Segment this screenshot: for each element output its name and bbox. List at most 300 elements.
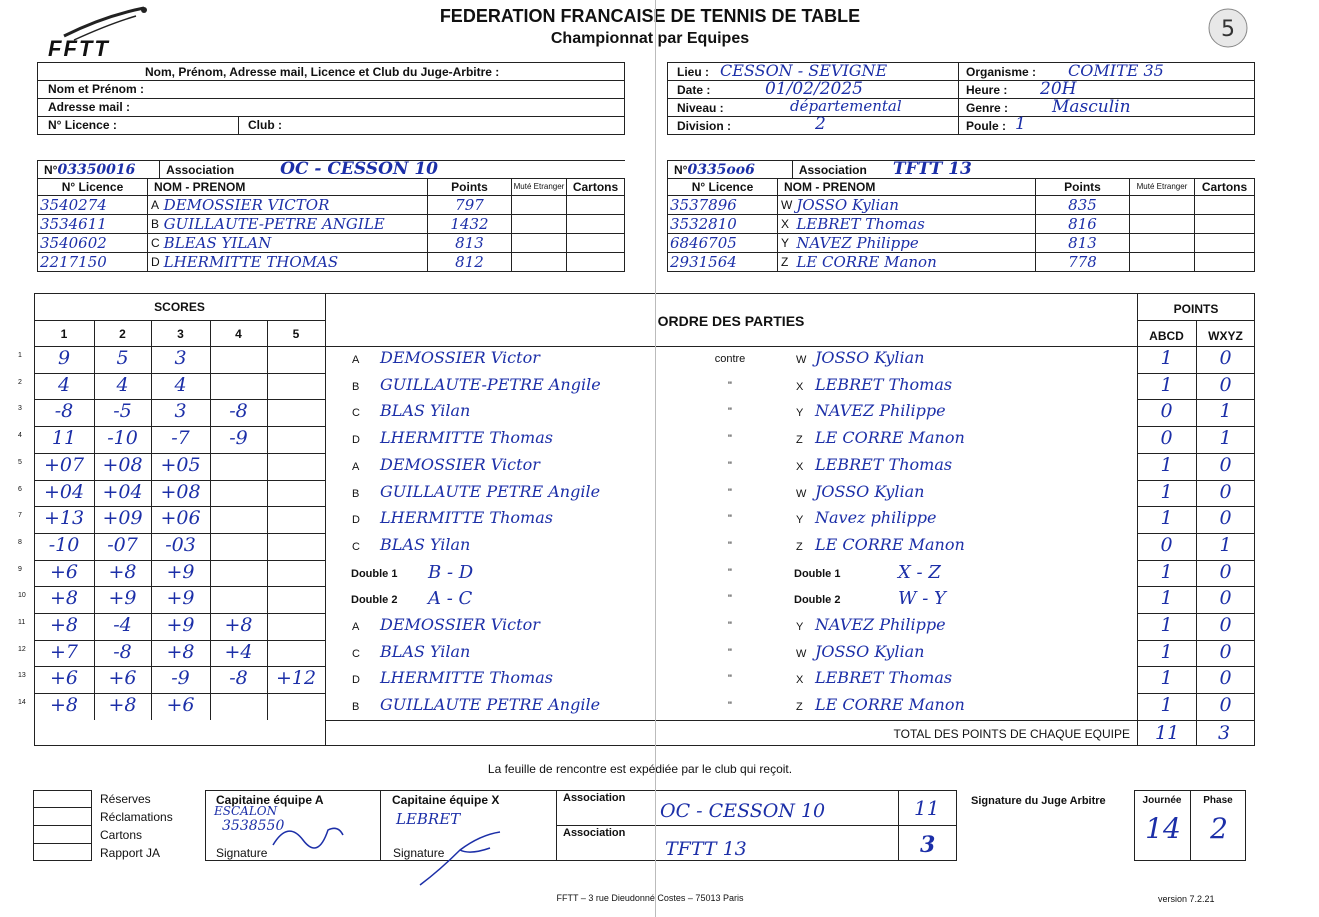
- set-score: +8: [224, 614, 253, 636]
- player-letter: Z: [778, 253, 793, 272]
- poule-value: 1: [1015, 114, 1026, 134]
- set-score: +13: [43, 507, 85, 530]
- match-row: [0, 506, 1319, 533]
- set-score: 11: [51, 427, 77, 450]
- set-score: 3: [174, 347, 187, 369]
- player-mute-cell: [1130, 215, 1195, 234]
- player-a-letter: A: [352, 460, 360, 473]
- niveau-label: Niveau :: [677, 101, 724, 115]
- division-value: 2: [815, 114, 826, 134]
- team-a-num: 03350016: [57, 161, 136, 178]
- player-row: [668, 253, 1255, 272]
- match-number: 10: [18, 592, 26, 600]
- player-name: JOSSO Kylian: [792, 196, 1035, 215]
- set-score: -10: [107, 427, 138, 450]
- phase-value: 2: [1210, 812, 1228, 845]
- player-name: GUILLAUTE-PETRE ANGILE: [160, 215, 428, 234]
- player-a-name: BLAS Yilan: [380, 401, 471, 421]
- team-a-header-cartons: Cartons: [567, 179, 625, 196]
- player-a-letter: A: [352, 621, 360, 633]
- match-number: 6: [18, 485, 22, 493]
- set-score: 4: [174, 373, 187, 396]
- set-score: +9: [108, 587, 137, 610]
- player-cartons-cell: [567, 196, 625, 215]
- player-x-letter: Double 1: [794, 567, 841, 580]
- player-mute-cell: [512, 253, 567, 272]
- division-label: Division :: [677, 119, 732, 133]
- player-x-name: JOSSO Kylian: [815, 348, 925, 367]
- set-score: +04: [102, 480, 143, 503]
- set-score: 3: [174, 400, 187, 423]
- points-wxyz: 0: [1219, 614, 1232, 636]
- player-x-name: X - Z: [898, 561, 941, 583]
- team-a-assoc: OC - CESSON 10: [280, 159, 438, 179]
- player-x-name: LEBRET Thomas: [815, 374, 953, 394]
- player-a-name: DEMOSSIER Victor: [380, 615, 540, 634]
- set-score: 4: [116, 373, 129, 396]
- player-points: 812: [428, 253, 512, 272]
- player-x-letter: Y: [796, 621, 804, 633]
- wxyz-label: WXYZ: [1208, 329, 1243, 343]
- total-label: TOTAL DES POINTS DE CHAQUE EQUIPE: [893, 727, 1130, 741]
- versus-text: ": [728, 646, 732, 659]
- versus-text: ": [728, 459, 732, 472]
- assoc-x-value: TFTT 13: [665, 838, 747, 860]
- points-wxyz: 1: [1219, 400, 1232, 423]
- judge-heading: Nom, Prénom, Adresse mail, Licence et Club du Juge-Arbitre :: [145, 65, 500, 79]
- player-a-name: A - C: [428, 588, 473, 610]
- player-x-name: LE CORRE Manon: [815, 428, 965, 448]
- team-x-assoc: TFTT 13: [892, 159, 972, 179]
- versus-text: ": [728, 406, 732, 419]
- set-header: 2: [119, 327, 126, 341]
- player-row: [38, 215, 625, 234]
- player-name: LEBRET Thomas: [792, 215, 1035, 234]
- organisme-label: Organisme :: [966, 65, 1037, 79]
- player-a-letter: B: [352, 380, 360, 393]
- match-number: 4: [18, 432, 22, 440]
- versus-text: ": [728, 433, 732, 446]
- match-row: [0, 373, 1319, 400]
- match-number: 7: [18, 512, 22, 520]
- team-a-header-points: Points: [428, 179, 512, 196]
- total-wxyz: 3: [1218, 722, 1231, 744]
- match-number: 5: [18, 458, 22, 466]
- svg-text:5: 5: [1221, 17, 1235, 42]
- judge-club-label: Club :: [248, 118, 282, 132]
- team-x-header-name: NOM - PRENOM: [778, 179, 1036, 196]
- player-row: [668, 215, 1255, 234]
- team-x-header-licence: N° Licence: [668, 179, 778, 196]
- player-points: 835: [1036, 196, 1130, 215]
- set-score: 9: [57, 347, 71, 369]
- player-mute-cell: [1130, 196, 1195, 215]
- set-score: -10: [48, 533, 80, 556]
- versus-text: ": [728, 566, 732, 579]
- player-letter: A: [148, 196, 160, 215]
- player-a-name: LHERMITTE Thomas: [380, 668, 553, 688]
- team-x-header-cartons: Cartons: [1195, 179, 1255, 196]
- points-wxyz: 0: [1219, 373, 1232, 396]
- assoc-x-label: Association: [563, 827, 626, 839]
- player-mute-cell: [512, 215, 567, 234]
- match-row: [0, 426, 1319, 453]
- match-row: [0, 666, 1319, 693]
- points-abcd: 1: [1160, 373, 1173, 396]
- points-wxyz: 1: [1219, 427, 1232, 450]
- player-cartons-cell: [567, 253, 625, 272]
- player-x-name: NAVEZ Philippe: [815, 401, 946, 421]
- points-abcd: 0: [1160, 533, 1173, 556]
- player-row: [38, 234, 625, 253]
- player-x-name: JOSSO Kylian: [815, 641, 925, 661]
- poule-label: Poule :: [966, 119, 1007, 133]
- set-score: +4: [224, 640, 253, 663]
- expedition-note: La feuille de rencontre est expédiée par le club qui reçoit.: [487, 762, 793, 776]
- captain-x-label: Capitaine équipe X: [392, 793, 500, 807]
- set-score: -4: [113, 614, 132, 636]
- player-licence: 3534611: [38, 215, 148, 234]
- points-abcd: 1: [1160, 480, 1173, 503]
- match-number: 14: [18, 699, 26, 707]
- match-number: 11: [18, 619, 26, 626]
- player-mute-cell: [1130, 234, 1195, 253]
- player-licence: 3532810: [668, 215, 778, 234]
- player-licence: 3537896: [668, 196, 778, 215]
- checklist-item: Rapport JA: [100, 846, 161, 860]
- player-a-letter: D: [352, 514, 360, 527]
- set-score: +6: [108, 667, 137, 690]
- page-title: FEDERATION FRANCAISE DE TENNIS DE TABLE: [439, 6, 861, 26]
- set-score: +08: [160, 480, 201, 503]
- set-score: +7: [49, 640, 78, 663]
- captain-a-licence: 3538550: [222, 818, 285, 834]
- player-licence: 2931564: [668, 253, 778, 272]
- fftt-logo: [44, 6, 154, 61]
- set-header: 4: [235, 327, 242, 341]
- player-points: 797: [428, 196, 512, 215]
- match-number: 8: [18, 538, 22, 546]
- player-cartons-cell: [567, 234, 625, 253]
- player-a-letter: A: [352, 354, 360, 366]
- match-row: [0, 480, 1319, 507]
- set-score: +8: [49, 587, 78, 610]
- player-a-letter: C: [352, 647, 360, 660]
- captain-x-name: LEBRET: [396, 810, 461, 828]
- player-name: DEMOSSIER VICTOR: [160, 196, 428, 215]
- player-a-name: DEMOSSIER Victor: [380, 348, 540, 367]
- assoc-x-score: 3: [920, 832, 936, 858]
- genre-label: Genre :: [966, 101, 1009, 115]
- versus-text: ": [728, 379, 732, 392]
- points-wxyz: 0: [1219, 347, 1232, 369]
- match-row: [0, 346, 1319, 373]
- set-score: +04: [43, 480, 85, 503]
- versus-text: ": [728, 486, 732, 499]
- comite-35-logo-icon: [1205, 4, 1251, 58]
- player-a-letter: C: [352, 540, 360, 553]
- genre-value: Masculin: [1052, 97, 1131, 117]
- player-points: 813: [428, 234, 512, 253]
- player-x-letter: W: [796, 487, 807, 500]
- player-x-letter: Z: [796, 701, 803, 714]
- match-row: [0, 693, 1319, 720]
- assoc-a-value: OC - CESSON 10: [660, 800, 826, 822]
- set-score: +8: [108, 694, 137, 717]
- player-a-letter: C: [352, 407, 360, 420]
- set-score: -9: [229, 427, 248, 450]
- player-a-name: B - D: [428, 561, 474, 583]
- set-score: +6: [49, 560, 78, 583]
- set-score: +6: [49, 667, 78, 690]
- player-licence: 2217150: [38, 253, 148, 272]
- assoc-a-score: 11: [914, 796, 940, 820]
- player-a-name: BLAS Yilan: [380, 534, 471, 554]
- captain-a-signature-label: Signature: [216, 846, 268, 860]
- team-a-table: [37, 160, 625, 272]
- versus-text: ": [728, 673, 732, 686]
- player-points: 816: [1036, 215, 1130, 234]
- judge-signature-label: Signature du Juge Arbitre: [971, 795, 1106, 807]
- player-x-letter: X: [796, 460, 804, 473]
- set-score: -7: [171, 427, 190, 450]
- points-wxyz: 0: [1219, 640, 1232, 663]
- judge-mail-label: Adresse mail :: [48, 100, 131, 114]
- lieu-value: CESSON - SEVIGNE: [720, 61, 888, 80]
- versus-text: ": [728, 539, 732, 552]
- match-number: 1: [18, 352, 22, 359]
- team-a-header-licence: N° Licence: [38, 179, 148, 196]
- captain-a-signature-icon: [268, 815, 348, 860]
- checklist-item: Réserves: [100, 792, 151, 806]
- set-score: +9: [166, 560, 195, 583]
- niveau-value: départemental: [790, 97, 902, 115]
- player-a-name: GUILLAUTE PETRE Angile: [380, 695, 601, 715]
- player-row: [38, 253, 625, 272]
- player-x-letter: Z: [796, 540, 803, 553]
- set-score: +6: [166, 694, 195, 717]
- match-number: 3: [18, 405, 22, 413]
- player-a-letter: B: [352, 701, 360, 714]
- player-x-name: LE CORRE Manon: [815, 695, 965, 715]
- player-x-name: JOSSO Kylian: [815, 481, 925, 501]
- match-row: [0, 533, 1319, 560]
- logo-text: FFTT: [48, 36, 110, 61]
- points-abcd: 1: [1160, 667, 1173, 690]
- player-a-letter: D: [352, 674, 360, 687]
- phase-label: Phase: [1203, 795, 1233, 806]
- match-number: 9: [18, 565, 22, 573]
- versus-text: ": [728, 620, 732, 632]
- set-score: -03: [165, 533, 196, 556]
- fold-line: [655, 0, 656, 917]
- player-mute-cell: [512, 196, 567, 215]
- set-score: +8: [108, 560, 137, 583]
- player-row: [668, 196, 1255, 215]
- player-name: LHERMITTE THOMAS: [160, 253, 428, 272]
- player-name: LE CORRE Manon: [792, 253, 1035, 272]
- match-number: 2: [18, 378, 22, 386]
- federation-address: FFTT – 3 rue Dieudonné Costes – 75013 Paris: [556, 893, 744, 903]
- team-x-num-label: N°: [674, 162, 688, 177]
- player-cartons-cell: [567, 215, 625, 234]
- player-x-letter: W: [796, 354, 807, 366]
- set-score: +9: [166, 614, 195, 636]
- points-wxyz: 0: [1219, 587, 1232, 610]
- player-row: [668, 234, 1255, 253]
- player-x-letter: X: [796, 380, 804, 393]
- points-wxyz: 0: [1219, 480, 1232, 503]
- player-a-letter: B: [352, 487, 360, 500]
- team-a-num-label: N°: [44, 162, 58, 177]
- player-x-letter: W: [796, 647, 807, 660]
- set-score: +8: [49, 694, 78, 717]
- set-score: +08: [102, 453, 143, 476]
- committee-logo: [1205, 4, 1251, 58]
- team-x-assoc-label: Association: [798, 162, 867, 177]
- player-letter: W: [778, 196, 793, 215]
- player-a-name: BLAS Yilan: [380, 641, 471, 661]
- player-a-name: LHERMITTE Thomas: [380, 508, 553, 528]
- page-subtitle: Championnat par Equipes: [550, 30, 750, 47]
- points-abcd: 0: [1160, 400, 1173, 423]
- points-abcd: 1: [1160, 614, 1173, 636]
- team-x-table: [667, 160, 1255, 272]
- player-x-letter: X: [796, 674, 804, 687]
- match-number: 12: [18, 645, 26, 653]
- date-value: 01/02/2025: [765, 79, 863, 99]
- player-x-name: NAVEZ Philippe: [815, 615, 946, 634]
- lieu-label: Lieu :: [677, 65, 709, 79]
- set-header: 5: [292, 327, 300, 341]
- set-score: -8: [113, 640, 132, 663]
- player-a-letter: Double 2: [351, 594, 398, 607]
- team-x-num: 0335oo6: [687, 161, 755, 178]
- captain-a-name: ESCALON: [214, 804, 278, 818]
- total-abcd: 11: [1155, 722, 1180, 744]
- set-score: +12: [275, 667, 317, 690]
- player-letter: B: [148, 215, 160, 234]
- match-row: [0, 640, 1319, 667]
- set-score: 4: [57, 373, 71, 396]
- abcd-label: ABCD: [1149, 329, 1184, 343]
- set-score: -5: [113, 400, 132, 423]
- player-licence: 3540274: [38, 196, 148, 215]
- points-abcd: 1: [1160, 587, 1173, 610]
- journee-value: 14: [1145, 812, 1181, 845]
- player-points: 1432: [428, 215, 512, 234]
- set-score: 5: [116, 347, 129, 369]
- match-row: [0, 560, 1319, 587]
- match-row: [0, 613, 1319, 640]
- set-score: -8: [229, 667, 248, 690]
- set-score: +06: [160, 507, 201, 530]
- match-row: [0, 399, 1319, 426]
- ordre-label: ORDRE DES PARTIES: [657, 313, 805, 329]
- player-letter: X: [778, 215, 793, 234]
- journee-label: Journée: [1142, 795, 1182, 806]
- set-score: -8: [229, 400, 248, 423]
- player-points: 813: [1036, 234, 1130, 253]
- set-score: -8: [54, 400, 74, 423]
- player-a-letter: D: [352, 434, 360, 447]
- set-score: +8: [166, 640, 195, 663]
- date-label: Date :: [677, 83, 711, 97]
- player-cartons-cell: [1195, 253, 1255, 272]
- versus-text: ": [728, 513, 732, 526]
- player-name: BLEAS YILAN: [160, 234, 428, 253]
- player-x-name: LE CORRE Manon: [815, 534, 965, 554]
- player-letter: C: [148, 234, 160, 253]
- captain-x-signature-label: Signature: [393, 846, 445, 860]
- checklist-item: Réclamations: [100, 810, 173, 824]
- player-row: [38, 196, 625, 215]
- player-cartons-cell: [1195, 234, 1255, 253]
- points-abcd: 1: [1160, 347, 1173, 369]
- judge-name-label: Nom et Prénom :: [48, 82, 145, 96]
- points-wxyz: 0: [1219, 667, 1232, 690]
- judge-licence-label: N° Licence :: [48, 118, 117, 132]
- points-abcd: 0: [1160, 427, 1173, 450]
- points-abcd: 1: [1160, 507, 1173, 530]
- version-label: version 7.2.21: [1158, 894, 1215, 904]
- player-letter: Y: [778, 234, 793, 253]
- player-x-letter: Z: [796, 434, 803, 447]
- points-wxyz: 1: [1219, 533, 1232, 556]
- points-abcd: 1: [1160, 453, 1173, 476]
- player-a-name: LHERMITTE Thomas: [380, 428, 553, 448]
- set-header: 1: [60, 327, 68, 341]
- player-a-letter: Double 1: [351, 567, 398, 580]
- player-mute-cell: [1130, 253, 1195, 272]
- set-score: +07: [43, 453, 85, 476]
- player-mute-cell: [512, 234, 567, 253]
- set-score: +09: [102, 507, 143, 530]
- player-cartons-cell: [1195, 215, 1255, 234]
- player-name: NAVEZ Philippe: [792, 234, 1035, 253]
- scores-label: SCORES: [154, 300, 205, 314]
- player-x-letter: Y: [796, 514, 804, 527]
- set-score: -9: [171, 667, 190, 690]
- versus-text: ": [728, 700, 732, 713]
- match-row: [0, 453, 1319, 480]
- points-wxyz: 0: [1219, 694, 1232, 717]
- player-letter: D: [148, 253, 160, 272]
- player-licence: 6846705: [668, 234, 778, 253]
- player-x-letter: Double 2: [794, 594, 841, 607]
- player-cartons-cell: [1195, 196, 1255, 215]
- team-a-header-mute: Muté Etranger: [512, 179, 567, 196]
- versus-text: contre: [714, 353, 746, 365]
- set-score: +9: [166, 587, 195, 610]
- player-a-name: GUILLAUTE-PETRE Angile: [380, 374, 601, 394]
- points-abcd: 1: [1160, 640, 1173, 663]
- player-x-name: LEBRET Thomas: [815, 668, 953, 688]
- team-x-header-mute: Muté Etranger: [1130, 179, 1195, 196]
- team-a-assoc-label: Association: [166, 162, 235, 177]
- heure-value: 20H: [1040, 79, 1077, 99]
- team-a-header-name: NOM - PRENOM: [148, 179, 428, 196]
- captain-a-label: Capitaine équipe A: [216, 793, 324, 807]
- team-x-header-points: Points: [1036, 179, 1130, 196]
- points-label: POINTS: [1173, 302, 1219, 316]
- assoc-a-label: Association: [563, 792, 626, 804]
- checklist-item: Cartons: [100, 828, 143, 842]
- match-number: 13: [18, 672, 26, 680]
- points-abcd: 1: [1160, 560, 1173, 583]
- points-wxyz: 0: [1219, 507, 1232, 530]
- organisme-value: COMITE 35: [1068, 61, 1164, 80]
